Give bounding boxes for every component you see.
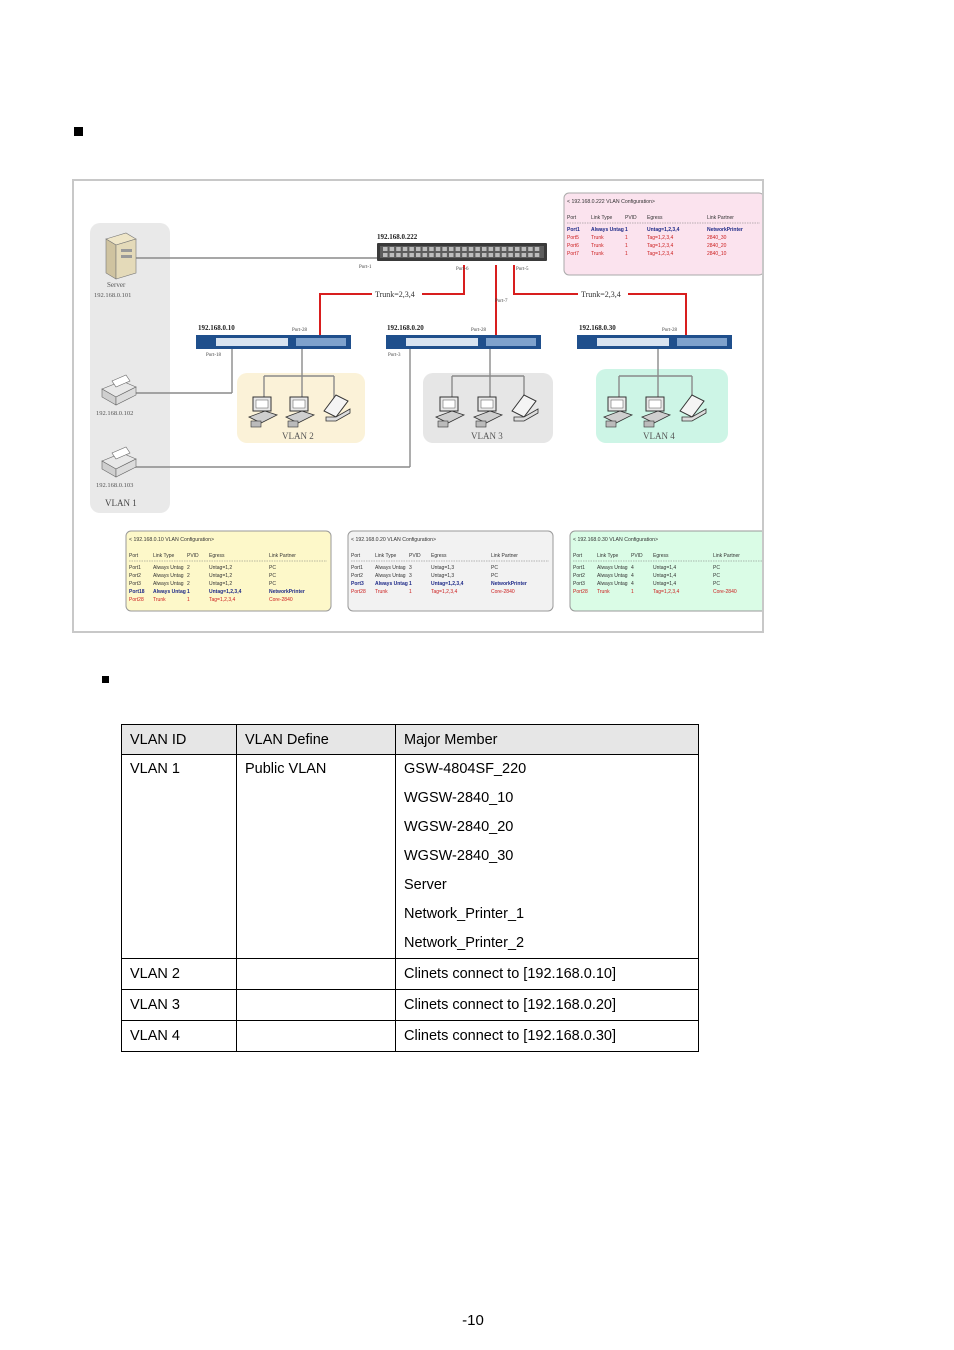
port-icon [383, 247, 388, 251]
config-table-cell: 4 [631, 573, 634, 579]
config-table-cell: 1 [631, 589, 634, 595]
cell-vlan-id: VLAN 3 [122, 990, 237, 1021]
member-item: WGSW-2840_10 [404, 790, 514, 806]
port-icon [409, 253, 414, 257]
config-table-header: Egress [431, 553, 447, 559]
config-table-cell: 2 [187, 581, 190, 587]
config-table-cell: Always Untag [375, 581, 408, 587]
port-icon [383, 253, 388, 257]
config-table-header: PVID [409, 553, 421, 559]
config-table-cell: Core-2840 [269, 597, 293, 603]
table-row [122, 990, 699, 1021]
config-table-cell: Tag=1,2,3,4 [647, 243, 674, 249]
config-table-cell: Tag=1,2,3,4 [209, 597, 236, 603]
config-table-cell: PC [269, 581, 276, 587]
config-table-cell: 2840_20 [707, 243, 727, 249]
member-item: WGSW-2840_20 [404, 819, 514, 835]
vlan4-label: VLAN 4 [643, 431, 675, 441]
config-table-cell: Always Untag [153, 565, 184, 571]
port-icon [429, 253, 434, 257]
config-table-cell: 1 [187, 597, 190, 603]
config-table-header: Link Type [591, 215, 613, 221]
config-table-cell: Trunk [591, 243, 604, 249]
port-icon [436, 247, 441, 251]
config-table-cell: Always Untag [591, 227, 624, 233]
port-icon [449, 253, 454, 257]
config-table-cell: Port1 [351, 565, 363, 571]
core-port-5: Port-5 [516, 267, 529, 272]
server-label: Server [107, 281, 126, 289]
port-icon [522, 253, 527, 257]
core-switch [377, 243, 547, 261]
config-table-header: Egress [647, 215, 663, 221]
cell-vlan-define [237, 990, 396, 1021]
port-icon [396, 247, 401, 251]
config-table-header: Port [573, 553, 583, 559]
config-table-cell: Trunk [375, 589, 388, 595]
server-ip: 192.168.0.101 [94, 292, 132, 299]
port-icon [482, 253, 487, 257]
switch-20-ip: 192.168.0.20 [387, 324, 424, 332]
config-table-cell: 1 [625, 235, 628, 241]
config-table-cell: 2840_10 [707, 251, 727, 257]
config-table-cell: PC [713, 581, 720, 587]
config-table-cell: Untag=1,3 [431, 565, 455, 571]
config-table-cell: 2840_30 [707, 235, 727, 241]
switch-20-down-port: Port-3 [388, 353, 401, 358]
config-table-cell: Port1 [573, 565, 585, 571]
page-number: -10 [462, 1312, 484, 1329]
port-icon [522, 247, 527, 251]
member-item: GSW-4804SF_220 [404, 761, 527, 777]
config-table-cell: Port6 [567, 243, 579, 249]
port-icon [390, 247, 395, 251]
vlan3-label: VLAN 3 [471, 431, 503, 441]
config-table-header: Link Partner [491, 553, 518, 559]
server-icon [106, 233, 136, 279]
config-table-header: Link Partner [707, 215, 734, 221]
port-icon [502, 247, 507, 251]
config-table-30 [570, 531, 764, 611]
cell-vlan-id: VLAN 4 [122, 1021, 237, 1052]
vlan-table [121, 724, 699, 1052]
config-table-cell: PC [491, 565, 498, 571]
config-table-header: Link Partner [269, 553, 296, 559]
config-table-cell: 1 [625, 251, 628, 257]
cell-vlan-define [237, 1021, 396, 1052]
config-table-cell: Port3 [129, 581, 141, 587]
switch-10-ip: 192.168.0.10 [198, 324, 235, 332]
config-table-cell: Port2 [351, 573, 363, 579]
port-icon [469, 247, 474, 251]
core-port-7: Port-7 [495, 299, 508, 304]
port-icon [502, 253, 507, 257]
config-table-cell: 1 [409, 589, 412, 595]
config-table-cell: PC [269, 565, 276, 571]
port-icon [508, 247, 513, 251]
config-table-header: PVID [631, 553, 643, 559]
config-table-cell: 4 [631, 565, 634, 571]
config-table-title: < 192.168.0.20 VLAN Configuration> [351, 537, 437, 543]
config-table-cell: Untag=1,2,3,4 [647, 227, 680, 233]
config-table-cell: Untag=1,2 [209, 581, 233, 587]
config-table-cell: Trunk [153, 597, 166, 603]
config-table-20 [348, 531, 553, 611]
config-table-cell: Always Untag [597, 565, 628, 571]
port-icon [515, 247, 520, 251]
config-table-cell: Core-2840 [713, 589, 737, 595]
cell-vlan-define: Public VLAN [237, 755, 396, 959]
switch-10-up-port: Port-28 [292, 328, 307, 333]
config-table-cell: Core-2840 [491, 589, 515, 595]
cell-vlan-id: VLAN 2 [122, 959, 237, 990]
config-table-header: Link Type [597, 553, 619, 559]
config-table-core [564, 193, 764, 275]
port-icon [489, 247, 494, 251]
config-table-cell: Port3 [351, 581, 364, 587]
port-icon [482, 247, 487, 251]
config-table-cell: Trunk [597, 589, 610, 595]
port-icon [528, 253, 533, 257]
port-icon [416, 253, 421, 257]
config-table-cell: 2 [187, 565, 190, 571]
member-item: Network_Printer_1 [404, 906, 525, 922]
config-table-cell: 4 [631, 581, 634, 587]
port-icon [449, 247, 454, 251]
vlan2-label: VLAN 2 [282, 431, 314, 441]
table-row [122, 755, 699, 959]
member-item: Network_Printer_2 [404, 935, 525, 951]
config-table-cell: Always Untag [153, 581, 184, 587]
cell-members: Clinets connect to [192.168.0.20] [396, 990, 699, 1021]
core-switch-ip: 192.168.0.222 [377, 233, 418, 241]
header-major-member: Major Member [396, 725, 699, 755]
config-table-cell: Untag=1,4 [653, 581, 677, 587]
config-table-cell: 3 [409, 573, 412, 579]
config-table-cell: Tag=1,2,3,4 [431, 589, 458, 595]
port-icon [535, 247, 540, 251]
config-table-title: < 192.168.0.10 VLAN Configuration> [129, 537, 215, 543]
port-icon [416, 247, 421, 251]
config-table-cell: Port7 [567, 251, 579, 257]
config-table-header: Port [567, 215, 577, 221]
cell-members [396, 755, 699, 959]
vlan-topology-figure [72, 179, 764, 633]
config-table-cell: 2 [187, 573, 190, 579]
port-icon [423, 247, 428, 251]
cell-members: Clinets connect to [192.168.0.30] [396, 1021, 699, 1052]
port-icon [515, 253, 520, 257]
port-icon [495, 247, 500, 251]
config-table-cell: 1 [625, 227, 628, 233]
config-table-header: Egress [209, 553, 225, 559]
edge-switch-30 [577, 335, 732, 349]
config-table-header: Port [129, 553, 139, 559]
port-icon [390, 253, 395, 257]
switch-10-down-port: Port-18 [206, 353, 221, 358]
config-table-cell: NetworkPrinter [707, 227, 743, 233]
cell-members: Clinets connect to [192.168.0.10] [396, 959, 699, 990]
config-table-header: Port [351, 553, 361, 559]
config-table-cell: Port1 [129, 565, 141, 571]
port-icon [409, 247, 414, 251]
config-table-cell: Untag=1,2 [209, 573, 233, 579]
port-icon [429, 247, 434, 251]
config-table-cell: 3 [409, 565, 412, 571]
config-table-header: PVID [187, 553, 199, 559]
config-table-cell: Port28 [129, 597, 144, 603]
printer-2-ip: 192.168.0.103 [96, 482, 134, 489]
switch-30-ip: 192.168.0.30 [579, 324, 616, 332]
port-icon [436, 253, 441, 257]
config-table-cell: Port5 [567, 235, 579, 241]
config-table-cell: Port2 [129, 573, 141, 579]
config-table-cell: Always Untag [375, 565, 406, 571]
trunk-label-left: Trunk=2,3,4 [375, 290, 415, 299]
config-table-cell: 1 [187, 589, 190, 595]
edge-switch-20 [386, 335, 541, 349]
config-table-cell: PC [713, 565, 720, 571]
member-item: WGSW-2840_30 [404, 848, 514, 864]
port-icon [423, 253, 428, 257]
port-icon [462, 253, 467, 257]
port-icon [469, 253, 474, 257]
config-table-cell: Tag=1,2,3,4 [647, 235, 674, 241]
port-icon [528, 247, 533, 251]
port-icon [456, 247, 461, 251]
port-icon [462, 247, 467, 251]
port-icon [495, 253, 500, 257]
config-table-cell: Always Untag [375, 573, 406, 579]
config-table-header: Egress [653, 553, 669, 559]
cell-vlan-define [237, 959, 396, 990]
config-table-cell: Untag=1,2 [209, 565, 233, 571]
table-row [122, 1021, 699, 1052]
config-table-cell: 1 [625, 243, 628, 249]
config-table-cell: Untag=1,4 [653, 573, 677, 579]
switch-30-up-port: Port-28 [662, 328, 677, 333]
config-table-cell: PC [269, 573, 276, 579]
config-table-header: Link Type [375, 553, 397, 559]
table-row [122, 959, 699, 990]
config-table-cell: Untag=1,3 [431, 573, 455, 579]
cell-vlan-id: VLAN 1 [122, 755, 237, 959]
switch-20-up-port: Port-28 [471, 328, 486, 333]
port-icon [403, 253, 408, 257]
subsection-bullet [102, 676, 109, 683]
port-icon [442, 253, 447, 257]
port-icon [475, 253, 480, 257]
port-icon [475, 247, 480, 251]
config-table-cell: Port3 [573, 581, 585, 587]
config-table-cell: Untag=1,2,3,4 [431, 581, 464, 587]
port-icon [508, 253, 513, 257]
config-table-cell: Port18 [129, 589, 145, 595]
header-vlan-define: VLAN Define [237, 725, 396, 755]
config-table-title: < 192.168.0.222 VLAN Configuration> [567, 199, 655, 205]
port-icon [535, 253, 540, 257]
config-table-cell: Port1 [567, 227, 580, 233]
edge-switch-10 [196, 335, 351, 349]
printer-1-ip: 192.168.0.102 [96, 410, 134, 417]
config-table-cell: Port2 [573, 573, 585, 579]
table-header-row [122, 725, 699, 755]
core-port-6: Port-6 [456, 267, 469, 272]
port-icon [456, 253, 461, 257]
config-table-cell: NetworkPrinter [269, 589, 305, 595]
core-port-1: Port-1 [359, 265, 372, 270]
config-table-cell: Always Untag [597, 573, 628, 579]
config-table-title: < 192.168.0.30 VLAN Configuration> [573, 537, 659, 543]
config-table-header: Link Type [153, 553, 175, 559]
port-icon [396, 253, 401, 257]
header-vlan-id: VLAN ID [122, 725, 237, 755]
config-table-cell: Trunk [591, 251, 604, 257]
config-table-header: PVID [625, 215, 637, 221]
port-icon [442, 247, 447, 251]
config-table-cell: NetworkPrinter [491, 581, 527, 587]
config-table-cell: Trunk [591, 235, 604, 241]
config-table-cell: 1 [409, 581, 412, 587]
config-table-cell: PC [713, 573, 720, 579]
config-table-cell: Port28 [351, 589, 366, 595]
config-table-cell: Tag=1,2,3,4 [647, 251, 674, 257]
port-icon [403, 247, 408, 251]
config-table-header: Link Partner [713, 553, 740, 559]
vlan1-label: VLAN 1 [105, 498, 137, 508]
config-table-cell: Untag=1,4 [653, 565, 677, 571]
config-table-cell: Tag=1,2,3,4 [653, 589, 680, 595]
config-table-cell: Port28 [573, 589, 588, 595]
config-table-cell: PC [491, 573, 498, 579]
config-table-cell: Always Untag [153, 573, 184, 579]
config-table-cell: Always Untag [153, 589, 186, 595]
config-table-10 [126, 531, 331, 611]
member-item: Server [404, 877, 447, 893]
config-table-cell: Always Untag [597, 581, 628, 587]
config-table-cell: Untag=1,2,3,4 [209, 589, 242, 595]
section-bullet [74, 127, 83, 136]
trunk-label-right: Trunk=2,3,4 [581, 290, 621, 299]
port-icon [489, 253, 494, 257]
